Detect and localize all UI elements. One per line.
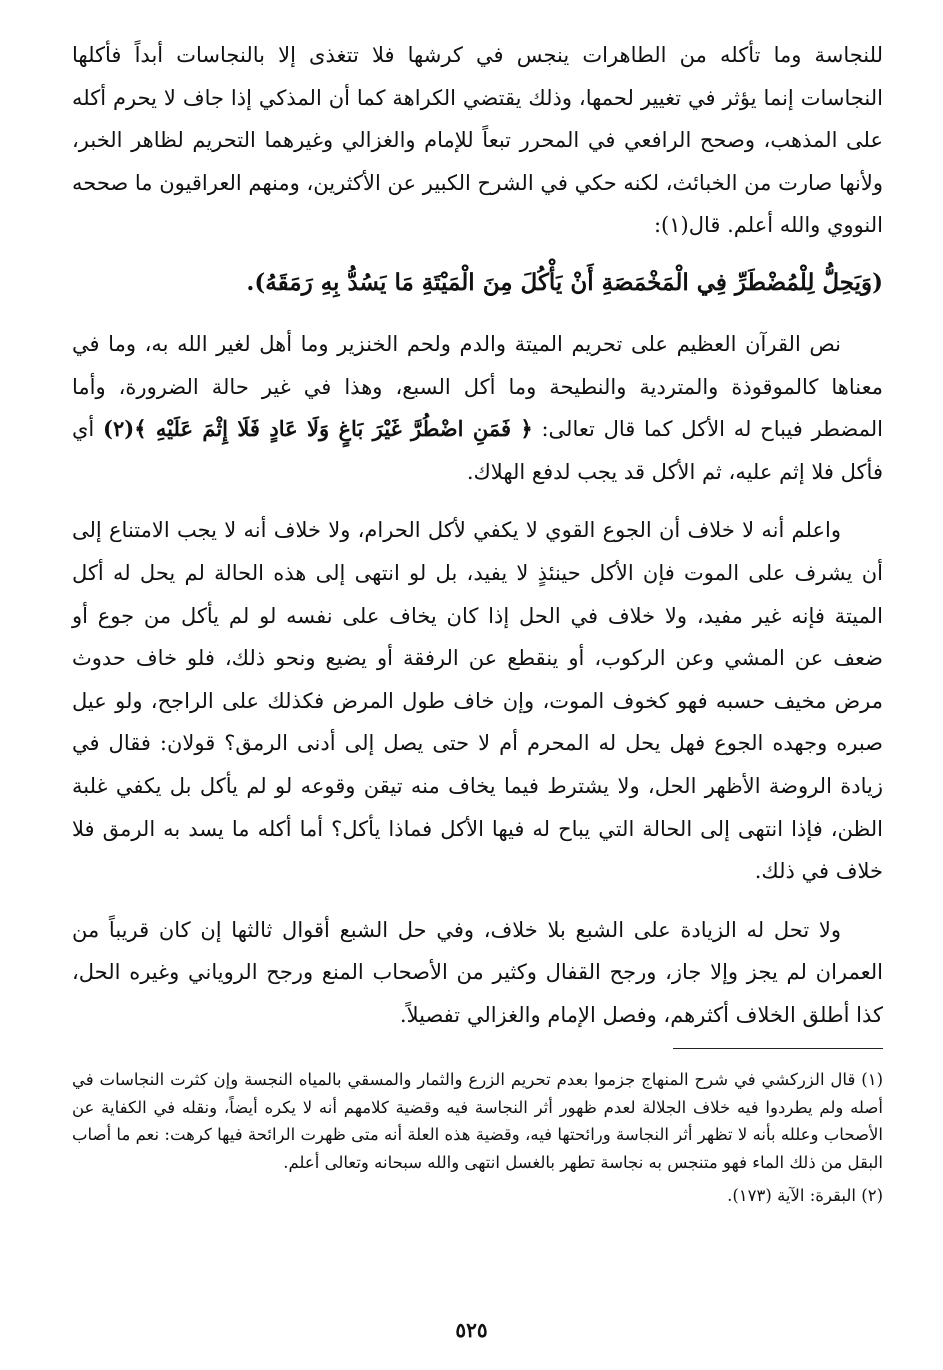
page-number: ٥٢٥ [455,1318,488,1342]
paragraph-3: واعلم أنه لا خلاف أن الجوع القوي لا يكفي لأكل الحرام، ولا خلاف أنه لا يجب الامتناع إلى أن يشرف على الموت فإن الأكل حينئذٍ لا يفيد، بل لو انتهى إلى هذه الحالة لم يحل له أكل الميتة فإنه غير مفيد، ولا خلاف في الحل إذا كان يخاف على نفسه لو لم يأكل من جوع أو ضعف عن المشي وعن الركوب، أو ينقطع عن الرفقة أو يضيع ونحو ذلك، فلو خاف حدوث مرض مخيف حسبه فهو كخوف الموت، وإن خاف طول المرض فكذلك على الراجح، ولو عيل صبره وجهده الجوع فهل يحل له المحرم أم لا حتى يصل إلى أدنى الرمق؟ قولان: فقال في زيادة الروضة الأظهر الحل، ولا يشترط فيما يخاف منه تيقن وقوعه لو لم يأكل بل يكفي غلبة الظن، فإذا انتهى إلى الحالة التي يباح له فيها الأكل فماذا يأكل؟ أما أكله ما يسد به الرمق فلا خلاف في ذلك. [72,518,883,884]
paragraph-gap [72,893,883,909]
paragraph-4: ولا تحل له الزيادة على الشبع بلا خلاف، وفي حل الشبع أقوال ثالثها إن كان قريباً من العمران لم يجز وإلا جاز، ورجح القفال وكثير من الأصحاب المنع ورجح الروياني وغيره الحل، كذا أطلق الخلاف أكثرهم، وفصل الإمام والغزالي تفصيلاً. [72,917,883,1027]
matn-quote: (وَيَحِلُّ لِلْمُضْطَرِّ فِي الْمَخْمَصَةِ أَنْ يَأْكُلَ مِنَ الْمَيْتَةِ مَا يَسُدُّ بِهِ رَمَقَهُ). [246,268,883,296]
footnote-1: (١) قال الزركشي في شرح المنهاج جزموا بعدم تحريم الزرع والثمار والمسقي بالمياه النجسة وإن كثرت النجاسات في أصله ولم يطردوا فيه خلاف الجلالة لعدم ظهور أثر النجاسة فيه وقضية كلامهم أنه لا يكره أيضاً، ونقله في الكفاية عن الأصحاب وعلله بأنه لا تظهر أثر النجاسة ورائحتها فيه، وقضية هذه العلة أنه متى ظهرت الرائحة فيها كرهت: نعم ما أصاب البقل من ذلك الماء فهو متنجس به نجاسة تطهر بالغسل انتهى والله سبحانه وتعالى أعلم. [72,1070,883,1172]
paragraph-2 [72,323,883,493]
footnote-2: (٢) البقرة: الآية (١٧٣). [727,1186,883,1205]
paragraph-1: للنجاسة وما تأكله من الطاهرات ينجس في كرشها فلا تتغذى إلا بالنجاسات أبداً فأكلها النجاسات إنما يؤثر في تغيير لحمها، وذلك يقتضي الكراهة كما أن المذكي إذا جاف لا يحرم أكله على المذهب، وصحح الرافعي في المحرر تبعاً للإمام والغزالي وغيرهما التحريم لظاهر الخبر، ولأنها صارت من الخبائث، لكنه حكي في الشرح الكبير عن الأكثرين، ومنهم العراقيون ما صححه النووي والله أعلم. قال(١): [72,43,883,238]
paragraph-gap [72,493,883,509]
paragraph-2-text-b: أي فأكل فلا إثم عليه، ثم الأكل قد يجب لدفع الهلاك. [72,417,883,484]
footnote-separator [673,1048,883,1049]
paragraph-2-text-a: نص القرآن العظيم على تحريم الميتة والدم ولحم الخنزير وما أهل لغير الله به، وما في معناها كالموقوذة والمتردية والنطيحة وما أكل السبع، وهذا في غير حالة الضرورة، وأما المضطر فيباح له الأكل كما قال تعالى: [72,331,883,442]
quran-verse: ﴿ فَمَنِ اضْطُرَّ غَيْرَ بَاغٍ وَلَا عَادٍ فَلَا إِثْمَ عَلَيْهِ ﴾(٢) [103,416,533,442]
footnotes [72,1066,883,1210]
